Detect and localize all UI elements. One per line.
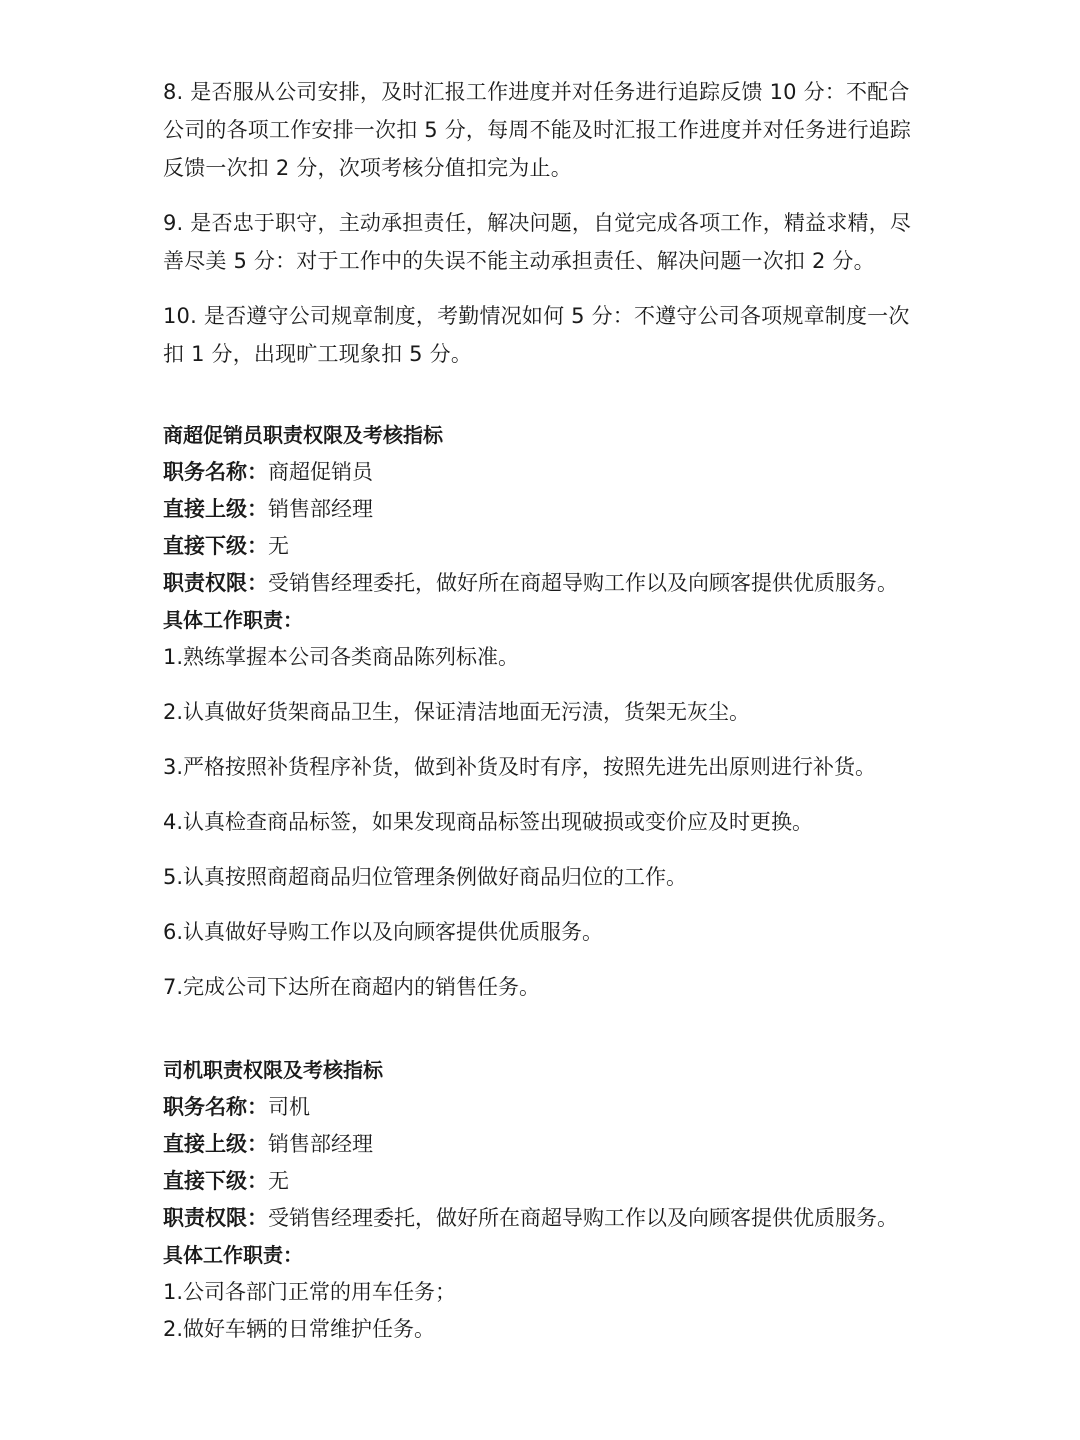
promoter-subordinate-field bbox=[163, 528, 913, 565]
promoter-section bbox=[163, 417, 913, 1006]
field-label: 直接下级： bbox=[163, 534, 268, 558]
driver-job-title-field bbox=[163, 1089, 913, 1126]
promoter-duties-list bbox=[163, 639, 913, 1006]
field-label: 直接上级： bbox=[163, 1132, 268, 1156]
field-label: 职务名称： bbox=[163, 1095, 268, 1119]
list-item: 2.做好车辆的日常维护任务。 bbox=[163, 1317, 436, 1341]
list-item: 3.严格按照补货程序补货，做到补货及时有序，按照先进先出原则进行补货。 bbox=[163, 755, 877, 779]
driver-subordinate-field bbox=[163, 1163, 913, 1200]
promoter-duties-label: 具体工作职责： bbox=[163, 608, 303, 632]
field-value: 商超促销员 bbox=[268, 460, 373, 484]
list-item: 6.认真做好导购工作以及向顾客提供优质服务。 bbox=[163, 920, 604, 944]
promoter-section-title: 商超促销员职责权限及考核指标 bbox=[163, 423, 443, 447]
document-page bbox=[163, 73, 913, 1348]
driver-supervisor-field bbox=[163, 1126, 913, 1163]
field-label: 职责权限： bbox=[163, 571, 268, 595]
field-value: 无 bbox=[268, 534, 289, 558]
field-value: 受销售经理委托，做好所在商超导购工作以及向顾客提供优质服务。 bbox=[268, 571, 898, 595]
list-item: 7.完成公司下达所在商超内的销售任务。 bbox=[163, 975, 541, 999]
driver-authority-field bbox=[163, 1200, 913, 1237]
driver-duties-list bbox=[163, 1274, 913, 1348]
field-value: 受销售经理委托，做好所在商超导购工作以及向顾客提供优质服务。 bbox=[268, 1206, 898, 1230]
field-value: 销售部经理 bbox=[268, 1132, 373, 1156]
field-label: 职务名称： bbox=[163, 460, 268, 484]
field-label: 职责权限： bbox=[163, 1206, 268, 1230]
promoter-authority-field bbox=[163, 565, 913, 602]
promoter-job-title-field bbox=[163, 454, 913, 491]
list-item: 1.熟练掌握本公司各类商品陈列标准。 bbox=[163, 645, 520, 669]
evaluation-item-8: 8. 是否服从公司安排，及时汇报工作进度并对任务进行追踪反馈 10 分：不配合公司的各项工作安排一次扣 5 分，每周不能及时汇报工作进度并对任务进行追踪反馈一次扣 2 分，次项考核分值扣完为止。 bbox=[163, 80, 912, 180]
evaluation-item-9: 9. 是否忠于职守，主动承担责任，解决问题，自觉完成各项工作，精益求精，尽善尽美 5 分：对于工作中的失误不能主动承担责任、解决问题一次扣 2 分。 bbox=[163, 211, 912, 273]
driver-duties-label: 具体工作职责： bbox=[163, 1243, 303, 1267]
promoter-supervisor-field bbox=[163, 491, 913, 528]
field-value: 销售部经理 bbox=[268, 497, 373, 521]
list-item: 1.公司各部门正常的用车任务； bbox=[163, 1280, 457, 1304]
list-item: 2.认真做好货架商品卫生，保证清洁地面无污渍，货架无灰尘。 bbox=[163, 700, 751, 724]
driver-section bbox=[163, 1052, 913, 1348]
driver-section-title: 司机职责权限及考核指标 bbox=[163, 1058, 383, 1082]
field-label: 直接下级： bbox=[163, 1169, 268, 1193]
field-label: 直接上级： bbox=[163, 497, 268, 521]
field-value: 司机 bbox=[268, 1095, 310, 1119]
evaluation-item-10: 10. 是否遵守公司规章制度，考勤情况如何 5 分：不遵守公司各项规章制度一次扣 1 分，出现旷工现象扣 5 分。 bbox=[163, 304, 910, 366]
list-item: 4.认真检查商品标签，如果发现商品标签出现破损或变价应及时更换。 bbox=[163, 810, 814, 834]
list-item: 5.认真按照商超商品归位管理条例做好商品归位的工作。 bbox=[163, 865, 688, 889]
field-value: 无 bbox=[268, 1169, 289, 1193]
